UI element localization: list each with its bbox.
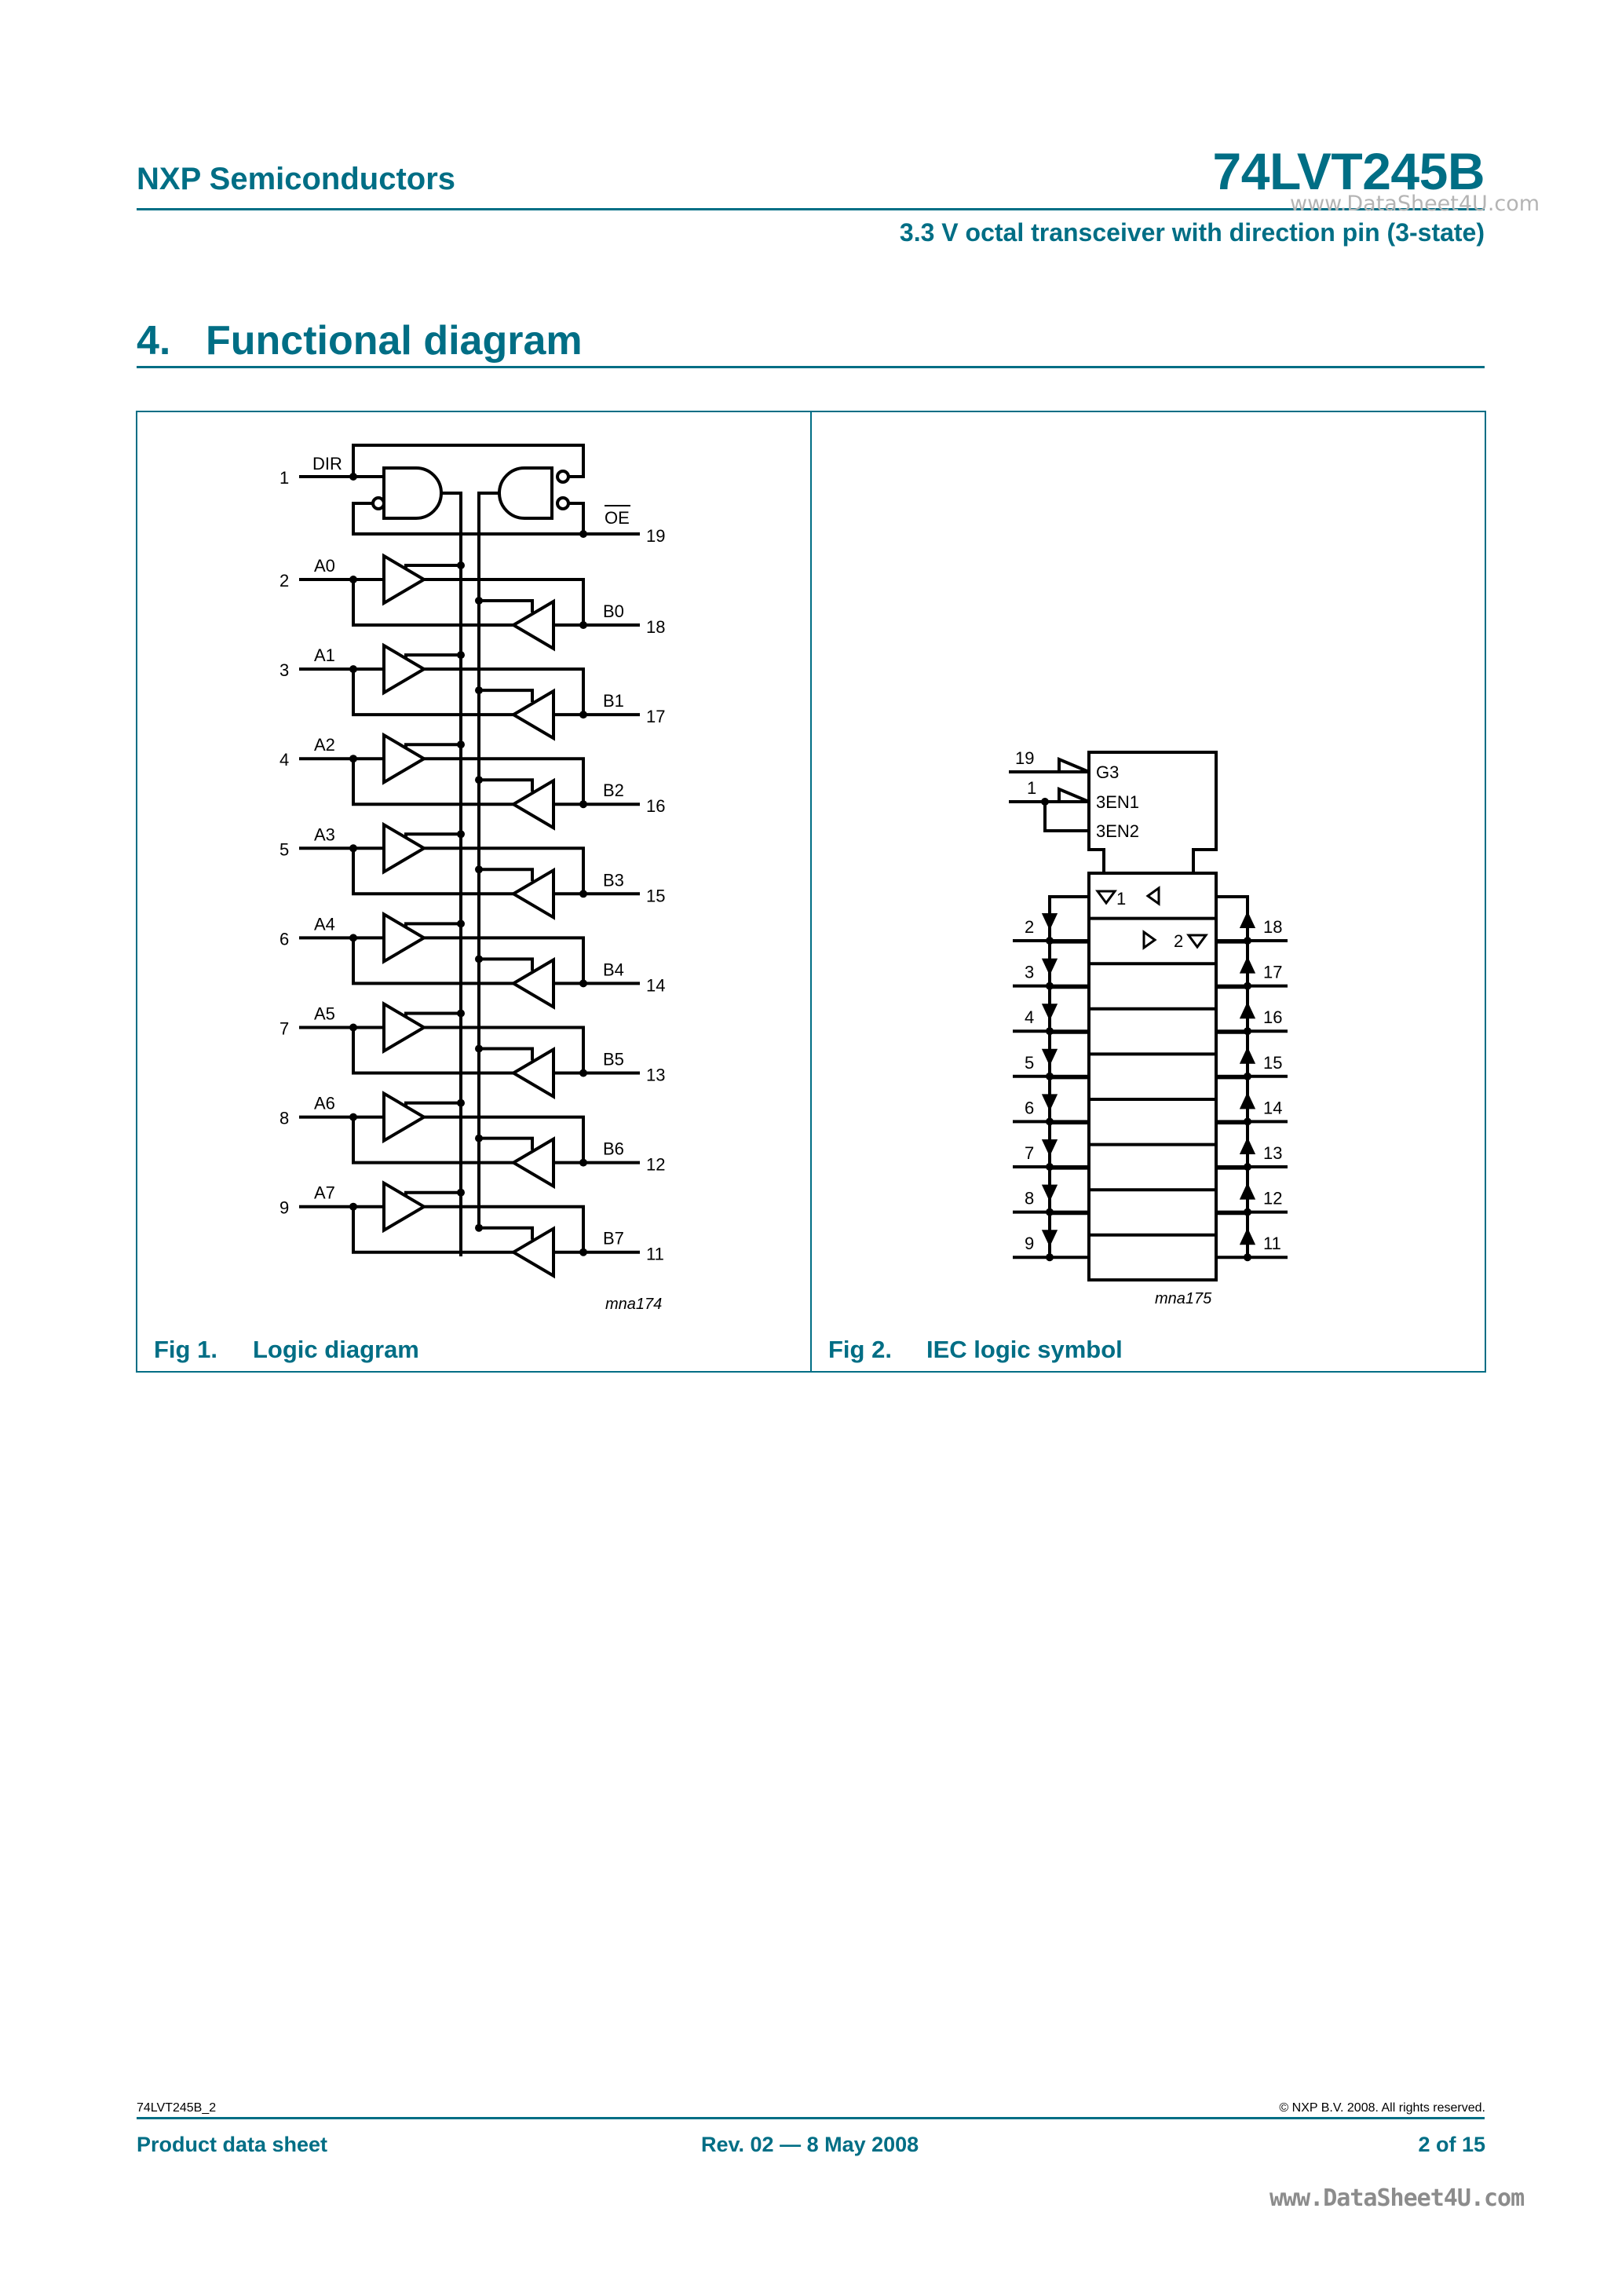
up-arrow-icon xyxy=(1242,915,1253,927)
figure-2-number: Fig 2. xyxy=(828,1336,892,1363)
wire xyxy=(1216,1033,1248,1077)
buffer-a-to-b xyxy=(384,1183,424,1230)
junction-dot xyxy=(475,1224,483,1232)
buffer-a-to-b xyxy=(384,556,424,603)
wire xyxy=(1216,987,1248,1031)
wire xyxy=(1216,1123,1248,1167)
wire xyxy=(1216,942,1248,986)
up-arrow-icon xyxy=(1242,1231,1253,1243)
b-label: B4 xyxy=(603,960,624,980)
b-pin-number: 11 xyxy=(646,1244,664,1264)
b-pin-number: 13 xyxy=(646,1065,666,1085)
wire xyxy=(406,834,461,837)
and-gate xyxy=(384,468,441,518)
junction-dot xyxy=(475,1045,483,1053)
buffer-a-to-b xyxy=(384,735,424,782)
schmitt-marker xyxy=(1059,759,1089,772)
wire xyxy=(406,565,461,569)
wire xyxy=(1216,1213,1248,1257)
a-pin-number: 3 xyxy=(1025,962,1035,982)
junction-dot xyxy=(579,1069,587,1077)
b-label: B6 xyxy=(603,1139,624,1159)
wire xyxy=(1050,1123,1089,1167)
up-arrow-icon xyxy=(1242,960,1253,972)
wire xyxy=(406,1193,461,1196)
b-pin-number: 11 xyxy=(1263,1234,1281,1254)
junction-dot xyxy=(475,1135,483,1143)
a-pin-number: 6 xyxy=(279,929,290,949)
junction-dot xyxy=(457,1099,465,1107)
a-pin-number: 4 xyxy=(279,750,290,770)
b-pin-number: 17 xyxy=(1263,962,1283,982)
a-pin-number: 8 xyxy=(1025,1188,1035,1208)
dir-pin-number: 1 xyxy=(279,468,290,488)
buffer-right-icon xyxy=(1144,932,1155,948)
dir-label: DIR xyxy=(312,454,342,473)
b-pin-number: 17 xyxy=(646,707,666,727)
junction-dot xyxy=(475,597,483,605)
document-type: Product data sheet xyxy=(137,2133,328,2156)
section-title: Functional diagram xyxy=(206,318,583,364)
a-pin-number: 2 xyxy=(1025,917,1035,937)
inversion-bubble xyxy=(557,498,568,509)
b-pin-number: 16 xyxy=(646,796,666,817)
junction-dot xyxy=(475,955,483,963)
wire xyxy=(441,493,461,1256)
control-pin-number: 1 xyxy=(1027,778,1037,798)
wire xyxy=(1216,1168,1248,1212)
up-arrow-icon xyxy=(1242,1095,1253,1107)
junction-dot xyxy=(457,919,465,927)
down-arrow-icon xyxy=(1044,915,1055,927)
wire xyxy=(1216,1077,1248,1121)
figure-code: mna175 xyxy=(1155,1290,1212,1307)
down-arrow-icon xyxy=(1044,1095,1055,1107)
figure-code: mna174 xyxy=(605,1296,663,1313)
up-arrow-icon xyxy=(1242,1186,1253,1198)
wire xyxy=(406,1014,461,1017)
b-pin-number: 13 xyxy=(1263,1143,1283,1163)
buffer-a-to-b xyxy=(384,1094,424,1141)
down-arrow-icon xyxy=(1044,1186,1055,1198)
junction-dot xyxy=(475,686,483,694)
junction-dot xyxy=(579,1249,587,1256)
b-label: B0 xyxy=(603,601,624,621)
wire xyxy=(479,959,532,971)
wire xyxy=(1045,802,1089,831)
figure-1-title: Logic diagram xyxy=(253,1336,419,1363)
buffer-left-icon xyxy=(1148,888,1159,904)
a-label: A6 xyxy=(314,1093,335,1113)
row1-label: 1 xyxy=(1116,889,1127,909)
up-arrow-icon xyxy=(1242,1051,1253,1062)
down-arrow-icon xyxy=(1044,1141,1055,1153)
figure-2-title: IEC logic symbol xyxy=(926,1336,1123,1363)
buffer-a-to-b xyxy=(384,914,424,961)
wire xyxy=(406,744,461,748)
junction-dot xyxy=(579,1159,587,1167)
b-label: B1 xyxy=(603,691,624,711)
junction-dot xyxy=(579,621,587,629)
wire xyxy=(479,601,532,612)
footer-rule xyxy=(137,2117,1485,2119)
b-pin-number: 18 xyxy=(646,617,666,637)
a-pin-number: 7 xyxy=(1025,1143,1035,1163)
oe-pin-number: 19 xyxy=(646,526,666,546)
figure-1-number: Fig 1. xyxy=(154,1336,217,1363)
inversion-bubble xyxy=(557,471,568,482)
logic-diagram xyxy=(279,445,665,1313)
wire xyxy=(1050,1213,1089,1257)
wire xyxy=(353,445,583,477)
wire xyxy=(1050,1168,1089,1212)
a-label: A0 xyxy=(314,556,335,576)
wire xyxy=(406,923,461,927)
wire xyxy=(1050,1033,1089,1077)
junction-dot xyxy=(457,1010,465,1018)
a-label: A5 xyxy=(314,1004,335,1024)
buffer-a-to-b xyxy=(384,645,424,693)
junction-dot xyxy=(579,979,587,987)
company-name: NXP Semiconductors xyxy=(137,162,456,196)
b-label: B3 xyxy=(603,870,624,890)
a-pin-number: 8 xyxy=(279,1108,290,1128)
down-arrow-icon xyxy=(1044,960,1055,972)
wire xyxy=(479,1228,532,1240)
a-pin-number: 5 xyxy=(1025,1052,1035,1073)
row2-label: 2 xyxy=(1174,931,1184,951)
a-pin-number: 3 xyxy=(279,660,290,681)
junction-dot xyxy=(457,1189,465,1197)
b-pin-number: 14 xyxy=(1263,1098,1283,1118)
output-3state-icon xyxy=(1189,935,1206,947)
wire xyxy=(479,1049,532,1061)
a-pin-number: 4 xyxy=(1025,1007,1035,1028)
b-pin-number: 16 xyxy=(1263,1007,1283,1028)
nor-gate xyxy=(499,468,552,518)
junction-dot xyxy=(457,740,465,748)
b-pin-number: 15 xyxy=(646,886,666,906)
down-arrow-icon xyxy=(1044,1051,1055,1062)
junction-dot xyxy=(579,800,587,808)
a-pin-number: 5 xyxy=(279,839,290,860)
iec-logic-symbol xyxy=(1009,748,1288,1307)
a-label: A1 xyxy=(314,645,335,666)
b-label: B5 xyxy=(603,1049,624,1069)
junction-dot xyxy=(475,865,483,873)
junction-dot xyxy=(457,651,465,659)
wire xyxy=(479,780,532,792)
watermark-bottom: www.DataSheet4U.com xyxy=(1269,2184,1525,2212)
b-pin-number: 12 xyxy=(646,1154,666,1175)
wire xyxy=(406,1103,461,1106)
b-pin-number: 18 xyxy=(1263,917,1283,937)
junction-dot xyxy=(457,830,465,838)
b-label: B7 xyxy=(603,1228,624,1249)
a-label: A2 xyxy=(314,735,335,755)
b-pin-number: 15 xyxy=(1263,1052,1283,1073)
junction-dot xyxy=(475,776,483,784)
junction-dot xyxy=(457,561,465,569)
junction-dot xyxy=(579,890,587,898)
wire xyxy=(1216,897,1248,941)
down-arrow-icon xyxy=(1044,1231,1055,1243)
schmitt-marker xyxy=(1059,789,1089,802)
wire xyxy=(1050,897,1089,941)
buffer-a-to-b xyxy=(384,1004,424,1051)
wire xyxy=(479,869,532,881)
control-pin-number: 19 xyxy=(1015,748,1035,768)
a-pin-number: 7 xyxy=(279,1018,290,1039)
wire xyxy=(479,690,532,702)
a-pin-number: 9 xyxy=(1025,1234,1035,1254)
wire xyxy=(406,655,461,658)
wire xyxy=(1050,987,1089,1031)
junction-dot xyxy=(579,711,587,718)
copyright: © NXP B.V. 2008. All rights reserved. xyxy=(1279,2101,1485,2115)
section-number: 4. xyxy=(137,318,171,364)
b-pin-number: 12 xyxy=(1263,1188,1283,1208)
document-id: 74LVT245B_2 xyxy=(137,2101,217,2115)
control-label: G3 xyxy=(1096,762,1120,782)
b-label: B2 xyxy=(603,781,624,801)
control-label: 3EN2 xyxy=(1096,821,1140,841)
control-label: 3EN1 xyxy=(1096,792,1140,812)
a-pin-number: 2 xyxy=(279,571,290,590)
part-number: 74LVT245B xyxy=(1212,142,1485,200)
up-arrow-icon xyxy=(1242,1005,1253,1017)
a-label: A3 xyxy=(314,824,335,845)
b-pin-number: 14 xyxy=(646,975,666,996)
wire xyxy=(479,1139,532,1150)
watermark-top: www.DataSheet4U.com xyxy=(1290,192,1540,216)
junction-dot xyxy=(579,530,587,538)
buffer-a-to-b xyxy=(384,824,424,872)
wire xyxy=(1050,942,1089,986)
wire xyxy=(1050,1077,1089,1121)
page-number: 2 of 15 xyxy=(1418,2133,1485,2156)
wire xyxy=(568,503,583,534)
inversion-bubble xyxy=(373,498,384,509)
a-label: A7 xyxy=(314,1183,335,1203)
up-arrow-icon xyxy=(1242,1141,1253,1153)
document-subtitle: 3.3 V octal transceiver with direction pin (3-state) xyxy=(899,218,1485,247)
down-arrow-icon xyxy=(1044,1005,1055,1017)
revision-date: Rev. 02 — 8 May 2008 xyxy=(701,2133,919,2156)
oe-label: OE xyxy=(605,508,630,528)
output-3state-icon xyxy=(1098,891,1115,903)
a-pin-number: 9 xyxy=(279,1197,290,1218)
a-label: A4 xyxy=(314,914,335,934)
a-pin-number: 6 xyxy=(1025,1098,1035,1118)
